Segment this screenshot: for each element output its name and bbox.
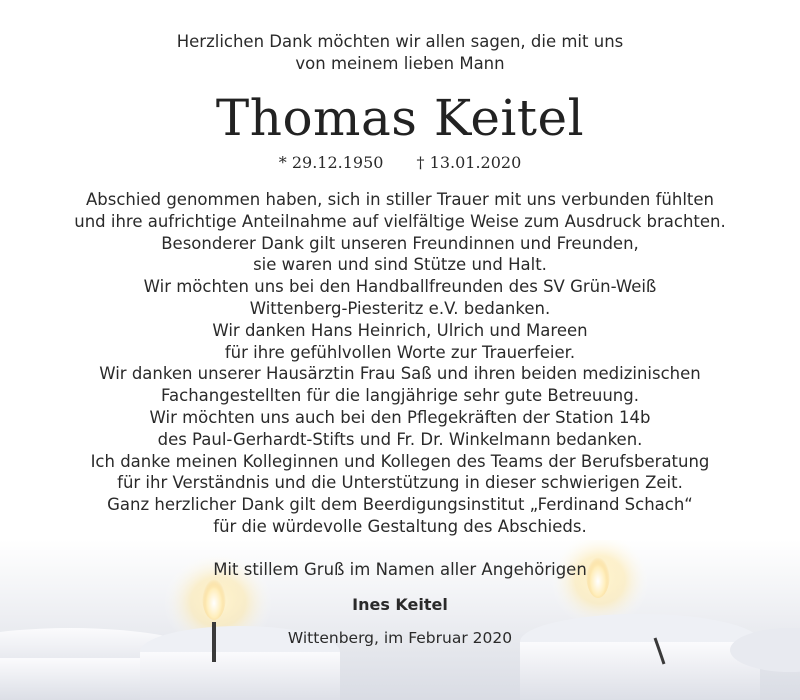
body-line: Fachangestellten für die langjährige sehr gute Betreuung.: [161, 386, 639, 406]
signer-name: Ines Keitel: [352, 595, 448, 614]
place-and-date: Wittenberg, im Februar 2020: [287, 629, 513, 647]
body-line: für ihr Verständnis und die Unterstützung in dieser schwierigen Zeit.: [117, 473, 683, 493]
body-line: Wir danken unserer Hausärztin Frau Saß und ihren beiden medizinischen: [99, 364, 701, 384]
body-line: Ganz herzlicher Dank gilt dem Beerdigungsinstitut „Ferdinand Schach“: [107, 495, 693, 515]
life-dates: [0, 152, 800, 174]
deceased-name: Thomas Keitel: [215, 89, 585, 147]
body-line: sie waren und sind Stütze und Halt.: [253, 255, 547, 275]
intro-line: Herzlichen Dank möchten wir allen sagen, die mit uns: [176, 32, 624, 51]
body-line: für ihre gefühlvollen Worte zur Trauerfeier.: [224, 342, 576, 362]
birth-date: * 29.12.1950: [278, 153, 384, 172]
body-line: Ich danke meinen Kolleginnen und Kollegen des Teams der Berufsberatung: [90, 451, 710, 471]
intro-text: [0, 31, 800, 75]
death-date: † 13.01.2020: [416, 153, 522, 172]
body-line: Wir danken Hans Heinrich, Ulrich und Mareen: [212, 320, 588, 340]
closing-greeting: Mit stillem Gruß im Namen aller Angehörigen: [213, 560, 587, 579]
body-line: für die würdevolle Gestaltung des Abschieds.: [213, 516, 587, 536]
body-line: des Paul-Gerhardt-Stifts und Fr. Dr. Winkelmann bedanken.: [157, 429, 643, 449]
body-line: Wir möchten uns bei den Handballfreunden des SV Grün-Weiß: [143, 277, 657, 297]
body-line: und ihre aufrichtige Anteilnahme auf vielfältige Weise zum Ausdruck brachten.: [74, 211, 726, 231]
body-line: Wittenberg-Piesteritz e.V. bedanken.: [249, 298, 551, 318]
intro-line: von meinem lieben Mann: [295, 54, 505, 73]
body-line: Wir möchten uns auch bei den Pflegekräften der Station 14b: [149, 407, 651, 427]
body-line: Abschied genommen haben, sich in stiller Trauer mit uns verbunden fühlten: [85, 190, 714, 209]
thanks-body: [0, 189, 800, 538]
body-line: Besonderer Dank gilt unseren Freundinnen und Freunden,: [161, 233, 639, 253]
